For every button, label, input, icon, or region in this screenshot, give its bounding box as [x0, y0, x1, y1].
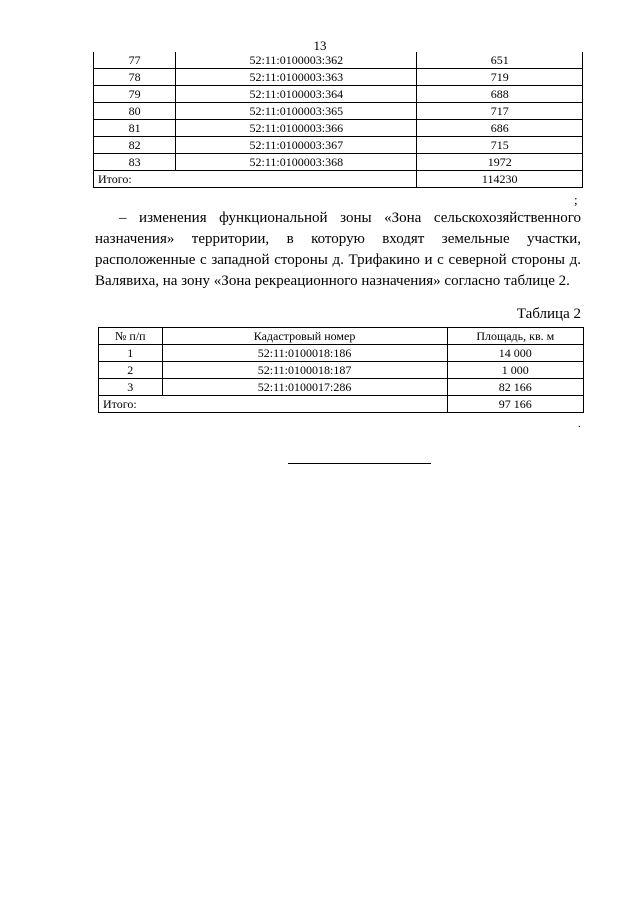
- area-value: 717: [417, 103, 583, 120]
- row-number: 77: [94, 52, 176, 69]
- parcels-table-continued: [93, 52, 583, 188]
- page-number: 13: [313, 38, 327, 53]
- header-number: № п/п: [99, 328, 163, 345]
- total-label: Итого:: [94, 171, 417, 188]
- cadastral-number: 52:11:0100003:368: [176, 154, 417, 171]
- row-number: 82: [94, 137, 176, 154]
- table-row: [94, 52, 583, 69]
- row-number: 81: [94, 120, 176, 137]
- paragraph-text: – изменения функциональной зоны «Зона сельскохозяйственного назначения» территории, в которую входят земельные участки, расположенные с западной стороны д. Трифакино и с северной стороны д. Валявиха, на зону «Зона рекреационного назначения» согласно таблице 2.: [95, 210, 581, 289]
- area-value: 82 166: [447, 379, 583, 396]
- cadastral-number: 52:11:0100003:363: [176, 69, 417, 86]
- table-row: [94, 103, 583, 120]
- row-number: 83: [94, 154, 176, 171]
- area-value: 686: [417, 120, 583, 137]
- table-row: [99, 345, 584, 362]
- area-value: 1 000: [447, 362, 583, 379]
- cadastral-number: 52:11:0100003:365: [176, 103, 417, 120]
- total-row: [99, 396, 584, 413]
- semicolon-mark: ;: [574, 192, 578, 207]
- table-caption: Таблица 2: [516, 306, 581, 322]
- area-value: 651: [417, 52, 583, 69]
- area-value: 14 000: [447, 345, 583, 362]
- cadastral-number: 52:11:0100003:364: [176, 86, 417, 103]
- table-row: [94, 154, 583, 171]
- header-area: Площадь, кв. м: [447, 328, 583, 345]
- table-row: [94, 137, 583, 154]
- end-mark: .: [578, 418, 581, 430]
- table-row: [99, 379, 584, 396]
- total-row: [94, 171, 583, 188]
- table-row: [94, 86, 583, 103]
- row-number: 2: [99, 362, 163, 379]
- table-row: [99, 362, 584, 379]
- header-cadastral: Кадастровый номер: [162, 328, 447, 345]
- total-label: Итого:: [99, 396, 448, 413]
- table-row: [94, 120, 583, 137]
- cadastral-number: 52:11:0100003:366: [176, 120, 417, 137]
- area-value: 688: [417, 86, 583, 103]
- recreation-zone-table: [98, 327, 584, 413]
- row-number: 79: [94, 86, 176, 103]
- cadastral-number: 52:11:0100003:362: [176, 52, 417, 69]
- cadastral-number: 52:11:0100018:186: [162, 345, 447, 362]
- row-number: 78: [94, 69, 176, 86]
- cadastral-number: 52:11:0100018:187: [162, 362, 447, 379]
- row-number: 3: [99, 379, 163, 396]
- closing-rule: [288, 463, 431, 464]
- row-number: 80: [94, 103, 176, 120]
- table-row: [94, 69, 583, 86]
- area-value: 1972: [417, 154, 583, 171]
- cadastral-number: 52:11:0100017:286: [162, 379, 447, 396]
- row-number: 1: [99, 345, 163, 362]
- total-value: 114230: [417, 171, 583, 188]
- zone-change-paragraph: [95, 208, 581, 292]
- area-value: 719: [417, 69, 583, 86]
- table-header-row: [99, 328, 584, 345]
- area-value: 715: [417, 137, 583, 154]
- total-value: 97 166: [447, 396, 583, 413]
- cadastral-number: 52:11:0100003:367: [176, 137, 417, 154]
